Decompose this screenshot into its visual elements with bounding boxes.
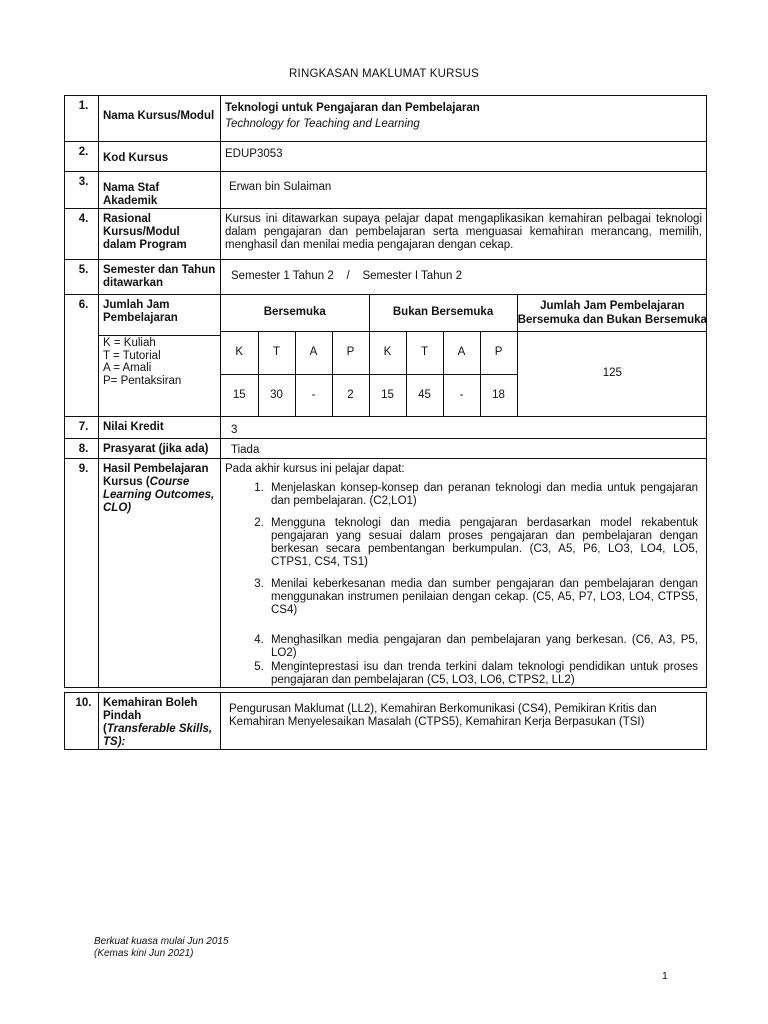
row-label: Semester dan Tahun ditawarkan: [99, 260, 221, 295]
row-number: 3.: [65, 172, 99, 209]
row-value: [221, 459, 707, 688]
page-number: 1: [662, 970, 668, 982]
hours-cell: -: [295, 374, 332, 416]
code-cell: A: [295, 331, 332, 374]
row-prerequisite: [65, 439, 707, 459]
effective-date: Berkuat kuasa mulai Jun 2015: [94, 936, 229, 947]
hours-cell: 15: [369, 374, 406, 416]
row-label: Nilai Kredit: [99, 417, 221, 439]
row-value: Erwan bin Sulaiman: [221, 172, 707, 209]
clo-item: 4. Menghasilkan media pengajaran dan pembelajaran yang berkesan. (C6, A3, P5, LO2): [267, 634, 698, 660]
total-hours: 125: [517, 331, 707, 416]
legend-item: T = Tutorial: [103, 349, 161, 362]
row-course-code: [65, 142, 707, 172]
hours-cell: 30: [258, 374, 295, 416]
row-learning-hours: [65, 295, 707, 417]
clo-item: 1. Menjelaskan konsep-konsep dan peranan teknologi dan media untuk pengajaran dan pembelajaran. (C2,LO1): [267, 482, 698, 508]
hours-cell: 2: [332, 374, 369, 416]
code-cell: T: [258, 331, 295, 374]
header-bukan-bersemuka: Bukan Bersemuka: [369, 295, 517, 331]
hours-cell: 45: [406, 374, 443, 416]
course-name-ms: Teknologi untuk Pengajaran dan Pembelajaran: [225, 102, 480, 114]
hours-table-cell: [221, 295, 707, 417]
row-label: Nama Staf Akademik: [99, 172, 221, 209]
row-credit-value: [65, 417, 707, 439]
course-name-en: Technology for Teaching and Learning: [225, 118, 420, 130]
hours-cell: 15: [221, 374, 258, 416]
row-label: Rasional Kursus/Modul dalam Program: [99, 209, 221, 260]
row-course-name: [65, 96, 707, 142]
row-label: Hasil Pembelajaran Kursus (Course Learning Outcomes, CLO): [99, 459, 221, 688]
code-cell: P: [480, 331, 517, 374]
legend-item: K = Kuliah: [103, 337, 156, 349]
clo-item: 5. Menginteprestasi isu dan trenda terkini dalam teknologi pendidikan untuk proses pengajaran dan pembelajaran (C5, LO3, LO6, CTPS2, LL2): [267, 661, 698, 687]
row-value: EDUP3053: [221, 142, 707, 172]
code-cell: T: [406, 331, 443, 374]
row-label: Kod Kursus: [99, 142, 221, 172]
course-info-table: [64, 95, 707, 750]
code-cell: P: [332, 331, 369, 374]
header-total-hours: Jumlah Jam Pembelajaran Bersemuka dan Bukan Bersemuka: [517, 295, 707, 331]
row-label: Jumlah Jam Pembelajaran: [103, 299, 178, 324]
row-value: [221, 96, 707, 142]
row-label: Nama Kursus/Modul: [99, 96, 221, 142]
row-number: 2.: [65, 142, 99, 172]
row-number: 6.: [65, 295, 99, 417]
legend-item: A = Amali: [103, 362, 152, 374]
update-date: (Kemas kini Jun 2021): [94, 947, 194, 959]
legend-item: P= Pentaksiran: [103, 374, 182, 387]
row-value: Semester 1 Tahun 2 / Semester I Tahun 2: [221, 260, 707, 295]
header-bersemuka: Bersemuka: [221, 295, 369, 331]
row-number: 8.: [65, 439, 99, 459]
hours-legend: [103, 337, 181, 387]
clo-list: [221, 482, 706, 687]
code-cell: K: [221, 331, 258, 374]
row-value: Kursus ini ditawarkan supaya pelajar dapat mengaplikasikan kemahiran pelbagai teknologi dalam pengajaran dan pembelajaran serta menguasai kemahiran merancang, memilih, menghasil dan menilai media pengajaran dengan cekap.: [221, 209, 707, 260]
clo-item: 2. Mengguna teknologi dan media pengajaran berdasarkan model rekabentuk pengajaran yang sesuai dalam proses pengajaran dan pembelajaran dengan berkesan secara pembentangan berkumpulan. (C3, A5, P6, LO3, LO4, LO5, CTPS1, CS4, TS1): [267, 517, 698, 569]
row-label: Prasyarat (jika ada): [99, 439, 221, 459]
row-academic-staff: [65, 172, 707, 209]
row-learning-outcomes: [65, 459, 707, 688]
row-number: 9.: [65, 459, 99, 688]
row-label: Kemahiran Boleh Pindah (Transferable Skills, TS):: [99, 693, 221, 750]
clo-intro: Pada akhir kursus ini pelajar dapat:: [225, 463, 405, 475]
code-cell: K: [369, 331, 406, 374]
row-value: Pengurusan Maklumat (LL2), Kemahiran Berkomunikasi (CS4), Pemikiran Kritis dan Kemahiran Menyelesaikan Masalah (CTPS5), Kemahiran Kerja Berpasukan (TSI): [221, 693, 707, 750]
row-transferable-skills: [65, 693, 707, 750]
row-label-cell: [99, 295, 221, 417]
row-number: 4.: [65, 209, 99, 260]
row-value: 3: [221, 417, 707, 439]
row-semester: [65, 260, 707, 295]
page-title: RINGKASAN MAKLUMAT KURSUS: [289, 68, 479, 80]
row-number: 7.: [65, 417, 99, 439]
hours-cell: -: [443, 374, 480, 416]
row-number: 10.: [65, 693, 99, 750]
row-number: 1.: [65, 96, 99, 142]
row-value: Tiada: [221, 439, 707, 459]
row-number: 5.: [65, 260, 99, 295]
footer-note: [94, 936, 229, 959]
hours-table: [221, 295, 707, 416]
clo-item: 3. Menilai keberkesanan media dan sumber pengajaran dan pembelajaran dengan menggunakan instrumen penilaian dengan cekap. (C5, A5, P7, LO3, LO4, CTPS5, CS4): [267, 578, 698, 617]
code-cell: A: [443, 331, 480, 374]
hours-cell: 18: [480, 374, 517, 416]
row-rationale: [65, 209, 707, 260]
